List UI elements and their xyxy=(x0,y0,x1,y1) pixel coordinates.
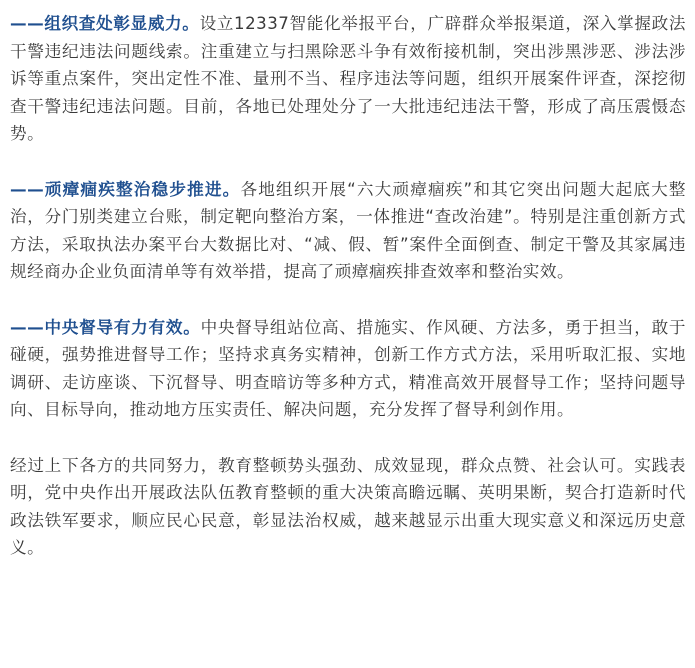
paragraph-text: 各地组织开展“六大顽瘴痼疾”和其它突出问题大起底大整治，分门别类建立台账，制定靶向整治方案，一体推进“查改治建”。特别是注重创新方式方法，采取执法办案平台大数据比对、“减、假、暂”案件全面倒查、制定干警及其家属违规经商办企业负面清单等有效举措，提高了顽瘴痼疾排查效率和整治实效。 xyxy=(10,179,686,282)
paragraph-text: 设立12337智能化举报平台，广辟群众举报渠道，深入掌握政法干警违纪违法问题线索。注重建立与扫黑除恶斗争有效衔接机制，突出涉黑涉恶、涉法涉诉等重点案件，突出定性不准、量刑不当、程序违法等问题，组织开展案件评查，深挖彻查干警违纪违法问题。目前，各地已处理处分了一大批违纪违法干警，形成了高压震慑态势。 xyxy=(10,14,686,144)
paragraph-lead: ——顽瘴痼疾整治稳步推进。 xyxy=(10,179,241,199)
paragraph-central-supervision xyxy=(10,314,686,424)
article-body xyxy=(10,10,686,589)
paragraph-text: 中央督导组站位高、措施实、作风硬、方法多，勇于担当，敢于碰硬，强势推进督导工作；坚持求真务实精神，创新工作方式方法，采用听取汇报、实地调研、走访座谈、下沉督导、明查暗访等多种方式，精准高效开展督导工作；坚持问题导向、目标导向，推动地方压实责任、解决问题，充分发挥了督导利剑作用。 xyxy=(10,317,687,420)
paragraph-chronic-problems xyxy=(10,176,686,286)
paragraph-text: 经过上下各方的共同努力，教育整顿势头强劲、成效显现，群众点赞、社会认可。实践表明，党中央作出开展政法队伍教育整顿的重大决策高瞻远瞩、英明果断，契合打造新时代政法铁军要求，顺应民心民意，彰显法治权威，越来越显示出重大现实意义和深远历史意义。 xyxy=(10,455,686,558)
paragraph-lead: ——中央督导有力有效。 xyxy=(10,317,201,337)
paragraph-conclusion xyxy=(10,452,686,562)
paragraph-lead: ——组织查处彰显威力。 xyxy=(10,14,200,33)
paragraph-organized-investigation xyxy=(10,10,686,148)
